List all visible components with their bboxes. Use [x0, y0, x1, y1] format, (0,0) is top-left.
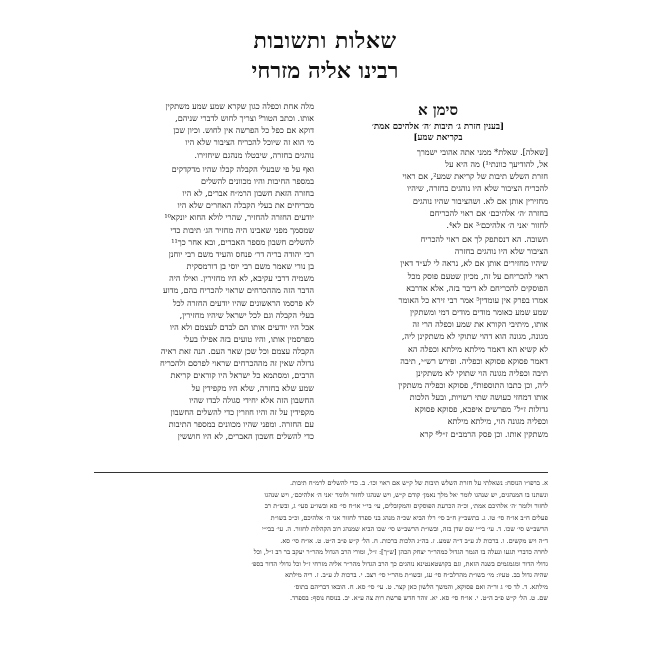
text-line: מפרסמין אותו, והיו טועים בזה אפילו בעלי — [183, 333, 314, 344]
section-subtitle-2: בקריאת שמע] — [413, 133, 463, 143]
text-line: מקפידין על זה והיו חוזרין כדי להשלים החשבון — [170, 406, 314, 417]
footnote-line: שם. ט. הל׳ ק״ש פ״ב ה״ט. י. או״ח סי׳ סא. יא. זוהר חדש פרשת רות צה ע״א. יב. בנוסח נוסף: בספרד. — [289, 594, 548, 602]
text-line: ראוי להכריחם על זה, מכיון שטעם פוסק מכל — [407, 270, 548, 281]
text-line: מכריחים את בעלי הקבלה האחרים שלא היו — [177, 200, 314, 211]
text-line: הדבר הזה מההכרחים שראוי להכריח בהם, מדוע — [163, 285, 314, 296]
text-line: בחזרה ׳ה׳ אלהיכם׳ אם ראוי להכריחם — [429, 207, 548, 218]
text-line: רבי יהודה בריה דר׳ פנחס והעיד משם רבי יוחנן — [168, 248, 314, 259]
footnote-line: מילתא. ד. לד סי׳ ג ור״ה ואם פסוקא, והמשך הלשון כאן קצר. ט. עי׳ סי׳ סא. ח. הובאו דבריהם בתוס׳ — [294, 582, 548, 591]
text-line: נוהגים בחזרה, שיבטלו מנהגם שיחזירו. — [194, 149, 314, 160]
text-line: בן נורי שאמר משם רבי יוסי בן דורמסקית — [186, 261, 314, 272]
text-line: להכריח הציבור שלא היו נוהגים בחזרה, שיהיו — [407, 183, 548, 194]
text-line: לא פרסמו הראשונים שהיו יודעים החזרה לכל — [172, 297, 314, 308]
text-line: מי הוא זה שיוכל להכריח הציבור שלא היו — [185, 137, 314, 148]
text-line: גדולה שאין זה מההכרחים שראוי לפרסם ולהכריח — [160, 358, 314, 369]
text-line: יודעים החזרה להחזיר, שהרי לולא החוא יונקא¹⁰ — [164, 212, 314, 223]
text-line: וכפליה מגונה הוי, מילתא מילתא — [447, 416, 548, 427]
text-line: אבל היו יודעים אותו הם לבדם לעצמם ולא היו — [169, 321, 314, 332]
text-line: הקבלה עצמם וכל שכן שאר העם. הנה זאת ראיה — [160, 346, 314, 357]
footnote-divider — [94, 472, 548, 473]
text-line: שמסמך מפני שאבינו היה מחזיר הג׳ תיבות כדי — [170, 224, 314, 235]
question-paragraph — [328, 146, 548, 231]
text-line: אותו. וכתב הטור⁹ וצריך לחוש לדברי שניהם, — [175, 113, 314, 124]
left-column — [94, 100, 314, 470]
text-line: כדי להשלים חשבון האברים, לא היו חוששין — [177, 431, 314, 442]
footnote-line: ד״ה ויש מקשים. ו. ברכות לג ע״ב ד״ה שמע. ז. בה״ג הלכות ברכות. ח. הל׳ ק״ש פ״ב ה״ט. ט. או״ח סי׳ סא. — [280, 536, 548, 545]
text-line: שמע שמע כאומר מודים מודים דמי ומשתקין — [409, 307, 548, 318]
text-line: להשלים חשבון מספר האברים, ובא אחר כך¹¹ — [171, 236, 314, 247]
text-line: דאמר פסוקא פסוקא וכפליה. ופירש רש״י, תיבה — [400, 355, 548, 366]
body-paragraph — [94, 163, 314, 443]
text-line: מגונה, מגונה הוא דהוי שתוקי לא משתקינן ליה, — [401, 331, 548, 342]
text-line: משמיה דרבי עקיבא, לא היו מחזירין. ואילו היה — [169, 273, 314, 284]
footnote-line: ונשתנו בו המנהגים, יש שנהגו לומר ׳אל מלך נאמן׳ קודם ק״ש, ויש שנהגו לחזור ולומר ׳אני ה׳ אלהיכם׳, ויש שנהגו — [264, 490, 548, 499]
text-line: שיהיו מחזירים אותן אם לא, נראה לי לע״ד דאין — [400, 258, 548, 269]
footnote-line: גדולי הדור ומגמגמים בשנה הזאת, וגם בקושטאנטינא נוהגים כך הרב הגדול מהר״ר אליה מזרחי ז״ל וכל גדולי הדור בספ׳ — [251, 559, 548, 568]
book-title-line2: רבינו אליה מזרחי — [251, 58, 399, 84]
footnote-line: פעלים ח״ב או״ח סי׳ טו. ג. בתשב״ץ ח״ב סי׳ רלו הביא שכ״ה מנהג בני ספרד לחזור אני ה׳ אלהיכם, וכ״כ בשו״ת — [270, 513, 548, 522]
answer-paragraph — [328, 233, 548, 440]
text-line: במספר החיבות והיו מכוונים להשלים — [200, 175, 314, 186]
text-line: מלה אחת וכפלה כגון שקרא שמע שמע משתקין — [165, 101, 314, 111]
text-line: בעלי הקבלה וגם לכל ישראל שיהיו מחזירין, — [179, 309, 314, 320]
footnote-line: שהיה גדול בב. טעיו: מי׳ בשו״ת מהרלב״ח סי׳ עג, ובשו״ת מהר״י סי׳ רצב. י. ברכות לג ע״ב. ז. ריה מילתא — [285, 571, 548, 579]
text-line: לא קשיא הא דאמר מילתא מילתא וכפלה הא — [408, 343, 548, 354]
text-line: אותו דמחזי כעושה שתי רשויות, ובעל הלכות — [409, 392, 548, 403]
section-title: סימן א — [417, 101, 459, 119]
text-line: מחזירין אותן אם לא. ושהציבור שהיו נוהגים — [412, 195, 548, 206]
text-line: תיבה וכפליה מגונה הוי שתוקי לא משתקינן — [415, 367, 548, 378]
text-line: בחזרה הזאת חשבון הרמ״ח אברים, לא היו — [182, 188, 314, 199]
text-line: שמע שלא בחזרה, שלא היו מקפידין על — [191, 382, 314, 393]
text-line: חזרת השלש תיבות של קריאת שמע², אם ראוי — [402, 171, 548, 182]
continuation-paragraph — [94, 100, 314, 161]
text-line: הפוסקים להכריחם לא דיבר בזה, אלא אדרבא — [406, 282, 548, 293]
text-line: אל, להודיעך כוונתי¹) מה היא על — [445, 159, 548, 170]
text-line: דוקא אם כפל כל הפרשה אין לחוש. וכיון שכן — [173, 125, 314, 136]
text-line: תשובה. הא דנסתפק לך אם ראוי להכריח — [420, 234, 548, 245]
book-title-line1: שאלות ותשובות — [253, 28, 397, 54]
text-line: עם החזרה. ומפני שהיו מכוונים במספר התיבות — [168, 419, 314, 430]
text-line: לחזור ׳אני ה׳ אלהיכם׳³ אם לא⁴. — [446, 219, 548, 230]
text-line: החשבון הזה אלא יחידי סגולה לבדו שהיו — [189, 394, 314, 405]
text-line: אמרו בפרק אין עומדין⁵ אמר רבי זירא כל האומר — [398, 294, 548, 305]
text-line: אותו, מיתיבי הקורא את שמע וכפלה הרי זה — [412, 319, 548, 330]
text-line: הרבים, ומסתמא כל ישראל היו קוראים קריאת — [170, 370, 314, 381]
text-line: הציבור שלא היו נוהגים בחזרה — [454, 246, 548, 257]
text-line: גדולות ז״ל⁷ מפרשים איפכא, פסוקא פסוקא — [414, 404, 548, 415]
footnote-line: לחזור ולומר ׳ה׳ אלהיכם אמת׳, וכ״ה הכרעת הפוסקים והמקובלים, עי׳ בי״י או״ח סי׳ סא ובשו״ע סעי׳ ג, ובש״ת רב — [264, 502, 548, 510]
text-line: ואף על פי שבעלי הקבלה קבלו שהיו מדקדקים — [171, 163, 314, 174]
footnote-line: הרשב״ש סי׳ שכו. ד. עי׳ בי״י שם שדן בזה, ובשו״ת הרשב״ש סי׳ שכו הביא שמנהג רוב הקהלות לחזור. ה. עי׳ בבי״י — [262, 525, 548, 533]
text-line: ליה, וכן כתבו התוספות⁶, פסוקא וכפליה משתקין — [398, 379, 548, 390]
footnote-line: לחרה כדברי תגעו ונעלה בו הגמר הגדול כמהר״ר יצחק הכהן [ש״ך]: ז״ל, ומורי הרב הגדול מהר״ר יעקב בר רב ז״ל, וכל — [253, 548, 548, 556]
text-line: [שאלה]. שאלת* ממני אתה אהובי ישמרך — [416, 147, 548, 157]
right-column — [328, 100, 548, 456]
section-subtitle-1: [בענין חזרת ג׳ תיבות ׳ה׳ אלהיכם אמת׳ — [371, 122, 505, 132]
footnote-line: א. ברפו״ו הנוסח: נשאלתי על חזרת השלש תיבות של ק״ש אם ראוי וכו׳. ב. כדי להשלים לרמ״ח תיבות. — [290, 479, 548, 487]
text-line: משתקין אותו. וכן פסק הרמב״ם ז״ל⁸ קרא — [419, 428, 548, 439]
footnotes — [94, 478, 548, 630]
